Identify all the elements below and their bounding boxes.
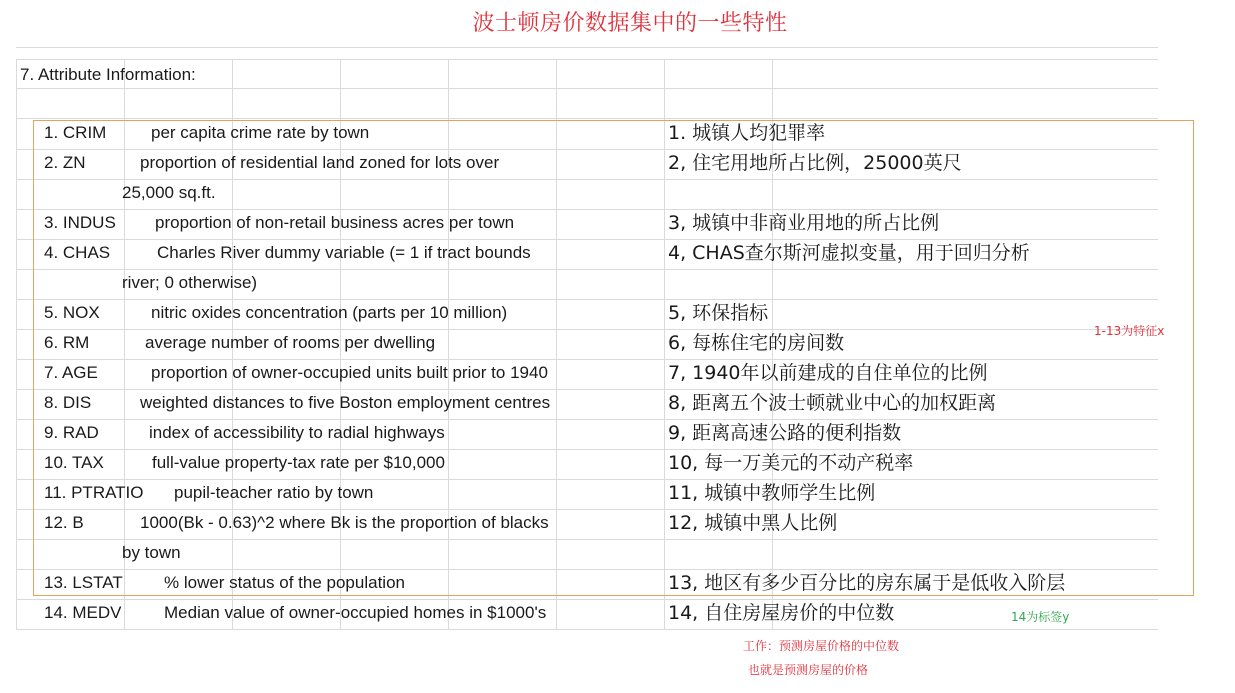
attribute-code: 12. B [44, 513, 84, 532]
attribute-code: 1. CRIM [44, 123, 107, 142]
attribute-description: nitric oxides concentration (parts per 10 million) [151, 303, 508, 322]
attribute-code: 7. AGE [44, 363, 98, 382]
attribute-code: 10. TAX [44, 453, 104, 472]
attribute-chinese-translation: 12, 城镇中黑人比例 [668, 512, 838, 534]
attribute-description: full-value property-tax rate per $10,000 [152, 453, 445, 472]
attribute-description-continued: river; 0 otherwise) [122, 273, 258, 292]
attribute-description: per capita crime rate by town [151, 123, 370, 142]
attribute-chinese-translation: 9, 距离高速公路的便利指数 [668, 422, 902, 444]
features-note: 1-13为特征x [1094, 324, 1165, 338]
attribute-code: 14. MEDV [44, 603, 122, 622]
attribute-code: 8. DIS [44, 393, 92, 412]
task-note-line2: 也就是预测房屋的价格 [748, 663, 869, 677]
attribute-description: Median value of owner-occupied homes in $1000's [164, 603, 547, 622]
attribute-description: proportion of non-retail business acres per town [155, 213, 515, 232]
attribute-code: 6. RM [44, 333, 90, 352]
attribute-chinese-translation: 10, 每一万美元的不动产税率 [668, 452, 914, 474]
task-note-line1: 工作：预测房屋价格的中位数 [743, 639, 900, 653]
attribute-chinese-translation: 8, 距离五个波士顿就业中心的加权距离 [668, 392, 997, 414]
attribute-code: 3. INDUS [44, 213, 116, 232]
attribute-code: 11. PTRATIO [44, 483, 144, 502]
attribute-code: 9. RAD [44, 423, 99, 442]
attribute-description: index of accessibility to radial highways [149, 423, 445, 442]
attribute-info-header: 7. Attribute Information: [20, 65, 196, 84]
attribute-description: pupil-teacher ratio by town [174, 483, 374, 502]
attribute-chinese-translation: 5, 环保指标 [668, 302, 769, 324]
page-title: 波士顿房价数据集中的一些特性 [472, 11, 788, 36]
attribute-description: proportion of residential land zoned for lots over [140, 153, 500, 172]
attribute-code: 2. ZN [44, 153, 86, 172]
attribute-description: average number of rooms per dwelling [145, 333, 436, 352]
attribute-description-continued: 25,000 sq.ft. [122, 183, 216, 202]
attribute-chinese-translation: 6, 每栋住宅的房间数 [668, 332, 845, 354]
attribute-description: % lower status of the population [164, 573, 405, 592]
attribute-chinese-translation: 7, 1940年以前建成的自住单位的比例 [668, 362, 988, 384]
attribute-code: 4. CHAS [44, 243, 111, 262]
attribute-chinese-translation: 11, 城镇中教师学生比例 [668, 482, 876, 504]
attribute-code: 13. LSTAT [44, 573, 123, 592]
attribute-chinese-translation: 13, 地区有多少百分比的房东属于是低收入阶层 [668, 572, 1066, 594]
attribute-description-continued: by town [122, 543, 181, 562]
attribute-description: Charles River dummy variable (= 1 if tract bounds [157, 243, 531, 262]
attribute-description: proportion of owner-occupied units built prior to 1940 [151, 363, 548, 382]
attribute-chinese-translation: 1. 城镇人均犯罪率 [668, 122, 826, 144]
label-note: 14为标签y [1011, 610, 1070, 624]
attribute-description: 1000(Bk - 0.63)^2 where Bk is the proportion of blacks [140, 513, 549, 532]
attribute-chinese-translation: 3, 城镇中非商业用地的所占比例 [668, 212, 940, 234]
attribute-description: weighted distances to five Boston employment centres [140, 393, 551, 412]
attribute-code: 5. NOX [44, 303, 100, 322]
attribute-chinese-translation: 4, CHAS查尔斯河虚拟变量，用于回归分析 [668, 242, 1030, 264]
attribute-chinese-translation: 14, 自住房屋房价的中位数 [668, 602, 895, 624]
attribute-chinese-translation: 2, 住宅用地所占比例，25000英尺 [668, 152, 962, 174]
